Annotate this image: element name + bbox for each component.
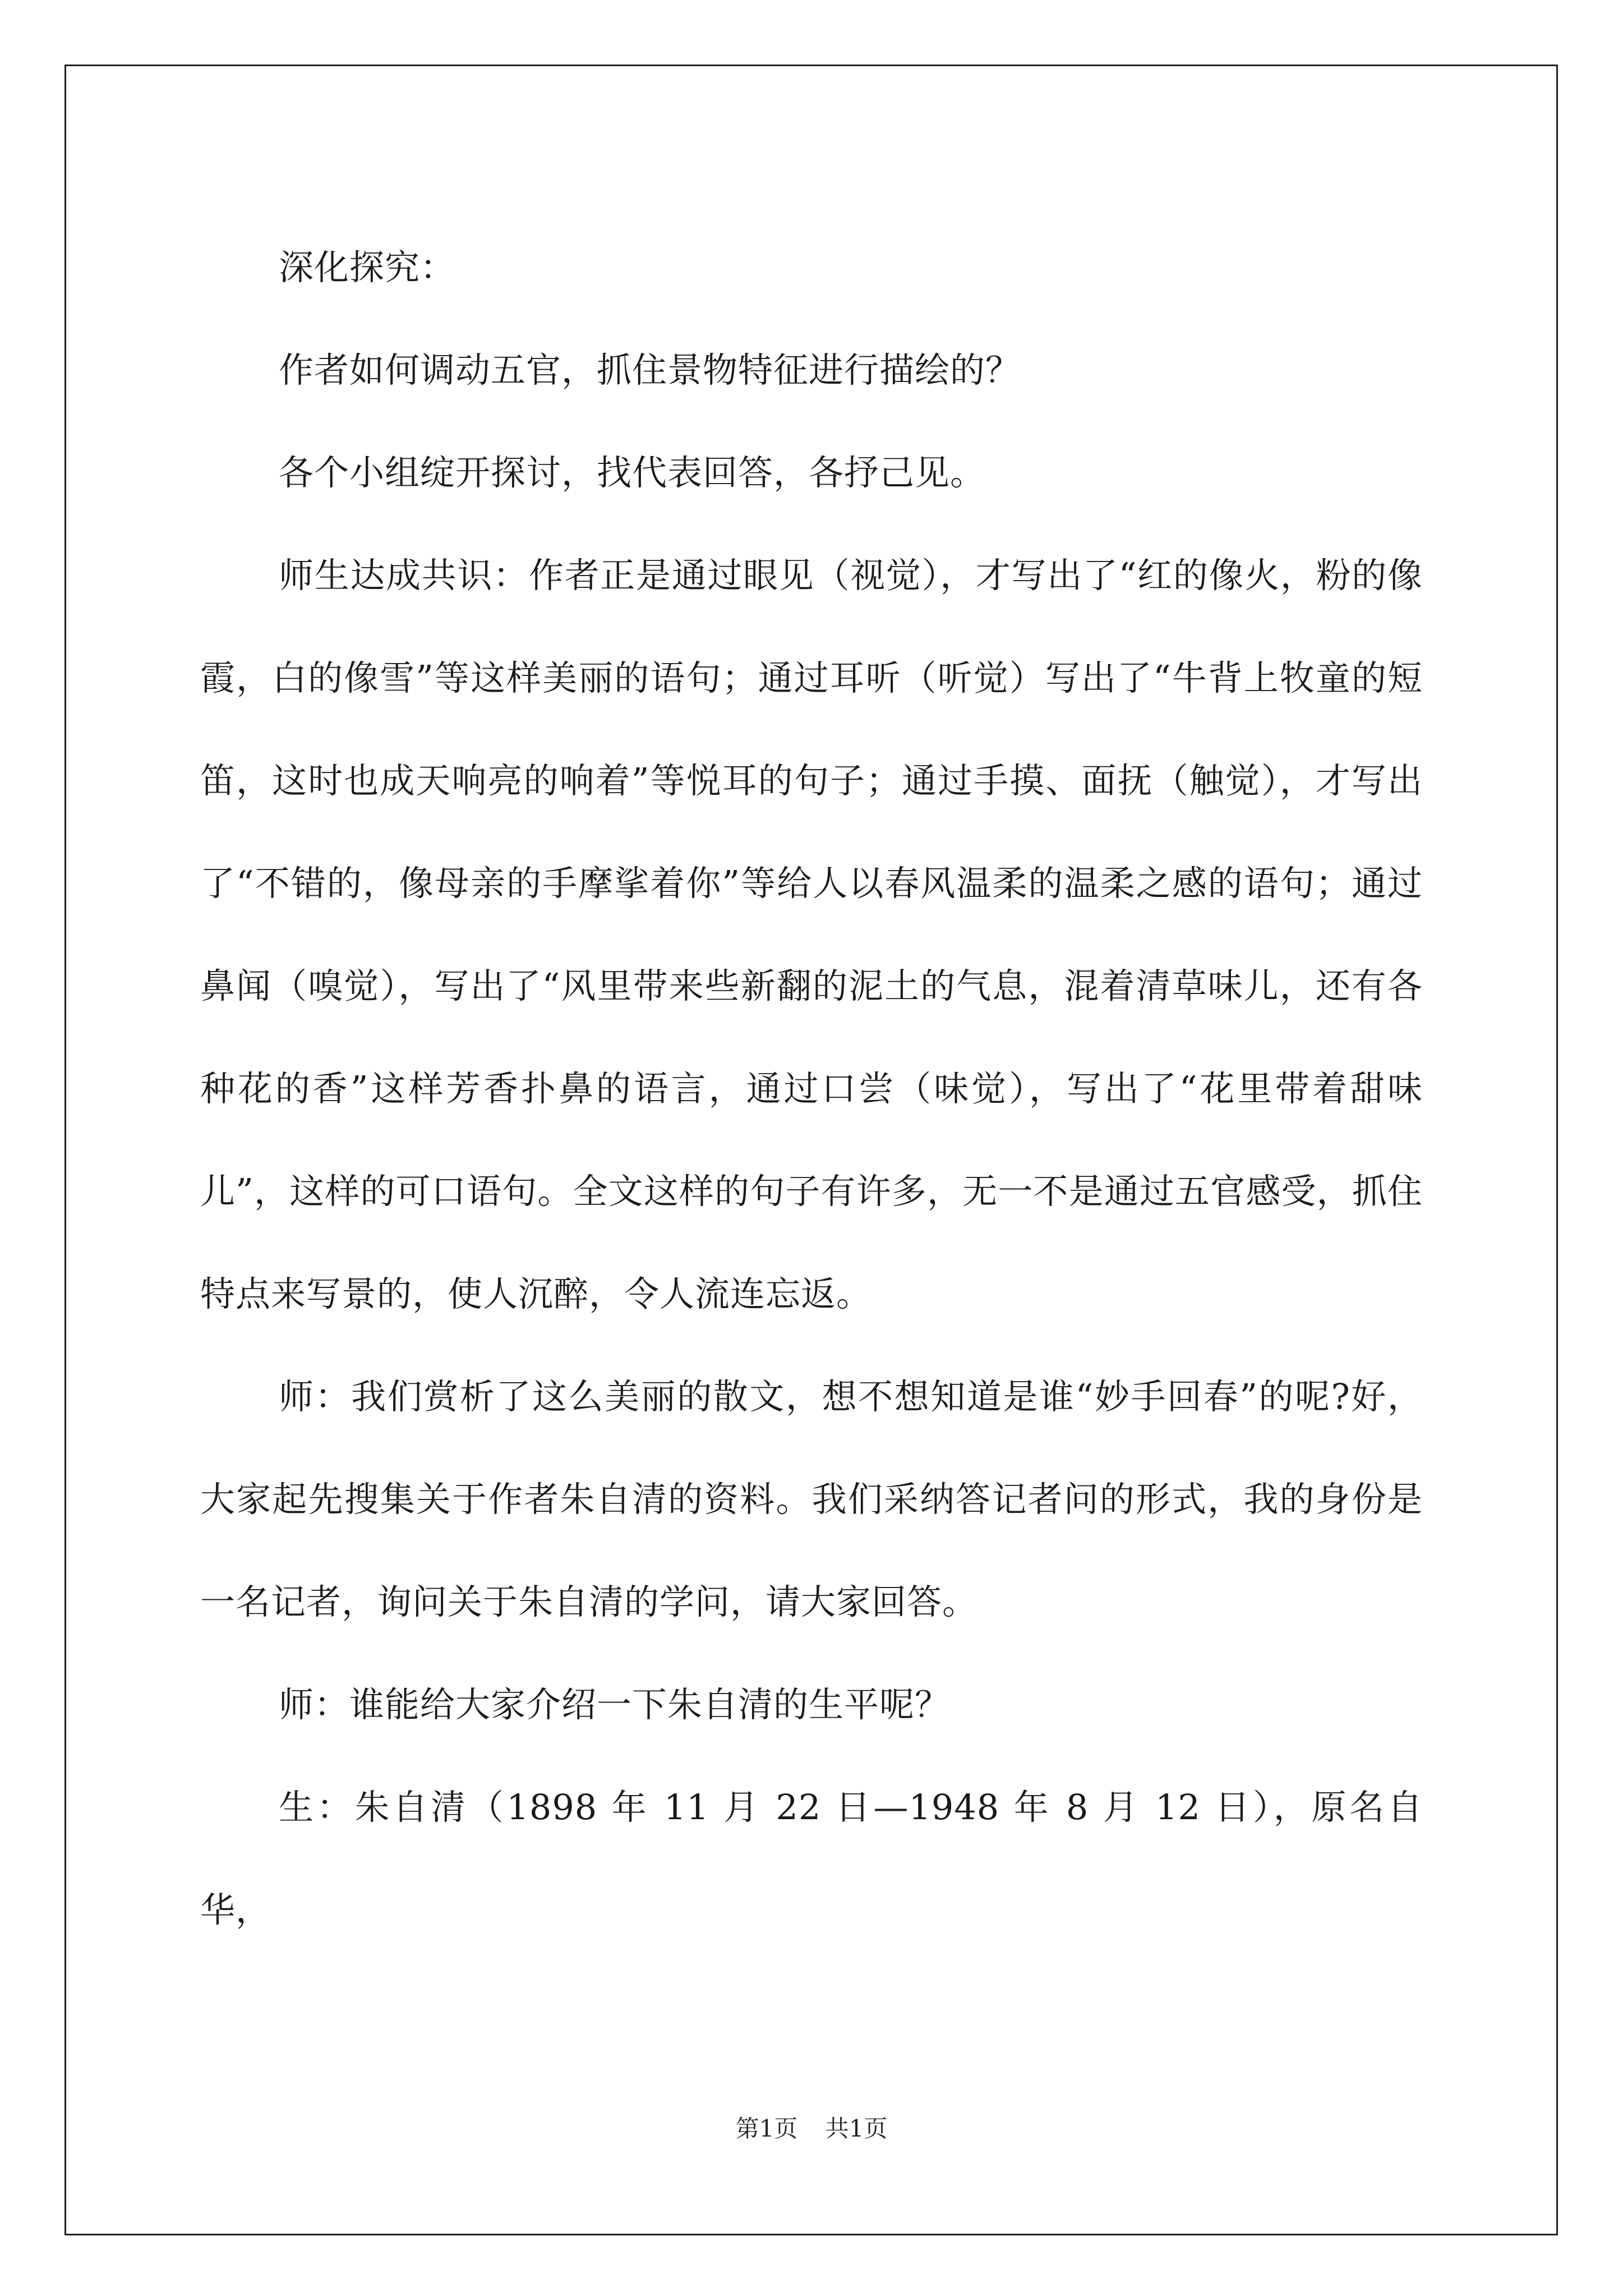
paragraph-question: 作者如何调动五官，抓住景物特征进行描绘的？: [279, 349, 1021, 390]
paragraph-heading: 深化探究：: [279, 247, 456, 288]
paragraph-consensus: 师生达成共识：作者正是通过眼见（视觉），才写出了“红的像火，粉的像霞，白的像雪”等这样美丽的语句；通过耳听（听觉）写出了“牛背上牧童的短笛，这时也成天响亮的响着”等悦耳的句子；通过手摸、面抚（触觉），才写出了“不错的，像母亲的手摩挲着你”等给人以春风温柔的温柔之感的语句；通过鼻闻（嗅觉），写出了“风里带来些新翻的泥土的气息，混着清草味儿，还有各种花的香”这样芳香扑鼻的语言，通过口尝（味觉），写出了“花里带着甜味儿”，这样的可口语句。全文这样的句子有许多，无一不是通过五官感受，抓住特点来写景的，使人沉醉，令人流连忘返。: [200, 555, 1423, 1314]
paragraph-teacher-question: 师：谁能给大家介绍一下朱自清的生平呢？: [279, 1684, 951, 1725]
page-footer: [0, 2112, 1623, 2146]
paragraph-student-answer: 生：朱自清（1898 年 11 月 22 日—1948 年 8 月 12 日），原名自华，: [200, 1787, 1423, 1930]
paragraph-group-discussion: 各个小组绽开探讨，找代表回答，各抒己见。: [279, 452, 986, 493]
document-body: [200, 216, 1423, 1961]
paragraph-teacher-intro: 师：我们赏析了这么美丽的散文，想不想知道是谁“妙手回春”的呢?好，大家起先搜集关于作者朱自清的资料。我们采纳答记者问的形式，我的身份是一名记者，询问关于朱自清的学问，请大家回答。: [200, 1376, 1423, 1622]
page-number-current: 第1页: [735, 2115, 798, 2142]
page-number-total: 共1页: [825, 2115, 888, 2142]
